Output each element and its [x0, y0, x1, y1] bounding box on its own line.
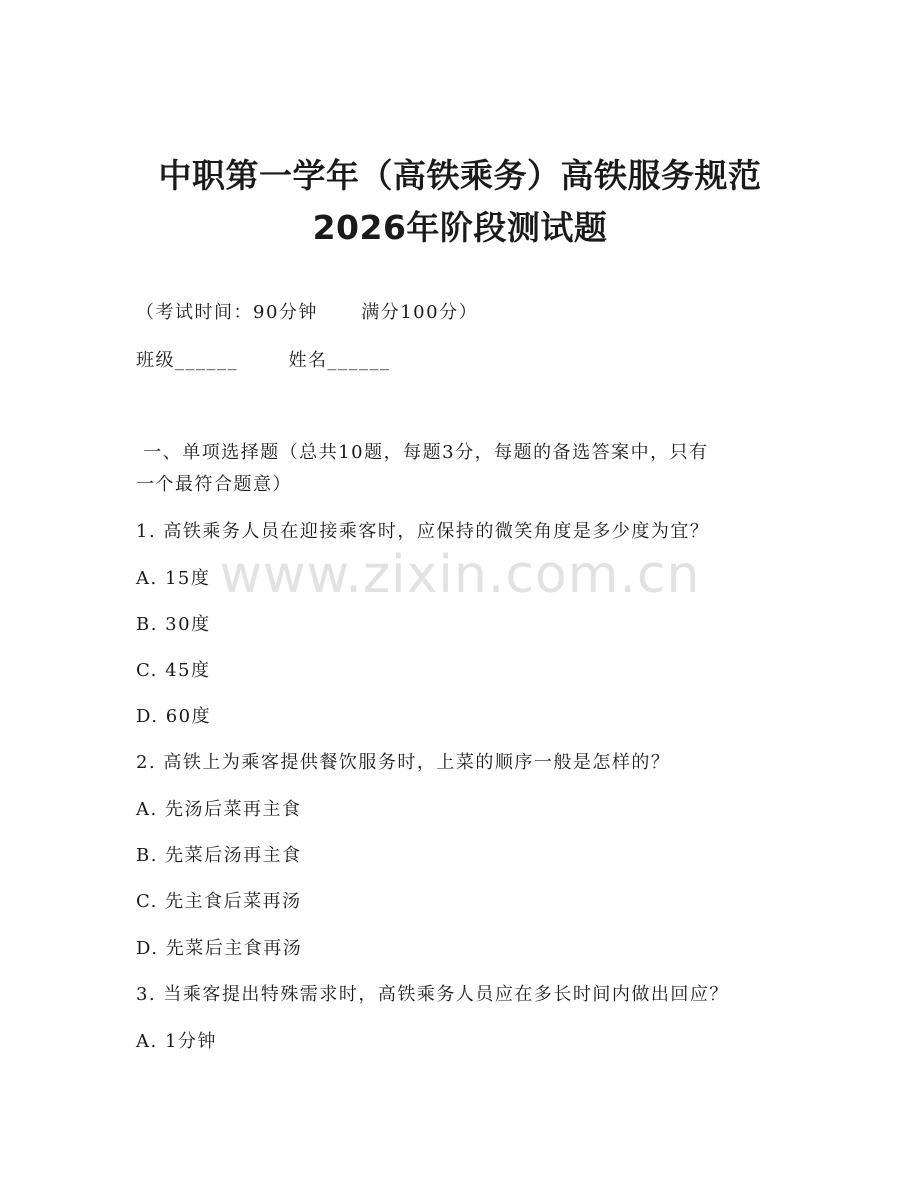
question-stem: 2. 高铁上为乘客提供餐饮服务时，上菜的顺序一般是怎样的？: [136, 752, 671, 773]
question-stem: 1. 高铁乘务人员在迎接乘客时，应保持的微笑角度是多少度为宜？: [136, 521, 710, 542]
question-option: A. 15度: [136, 568, 211, 589]
question-option: C. 45度: [136, 660, 211, 681]
question-option: A. 先汤后菜再主食: [136, 799, 302, 820]
section-heading-line-2: 一个最符合题意）: [136, 474, 292, 495]
question-option: D. 60度: [136, 706, 212, 727]
exam-info: （考试时间：90分钟 满分100分）: [136, 302, 479, 323]
section-heading-line-1: 一、单项选择题（总共10题，每题3分，每题的备选答案中，只有: [136, 442, 709, 463]
question-option: B. 30度: [136, 614, 211, 635]
question-option: B. 先菜后汤再主食: [136, 845, 302, 866]
question-option: A. 1分钟: [136, 1031, 217, 1052]
document-title-line-2: 2026年阶段测试题: [312, 208, 608, 247]
question-stem: 3. 当乘客提出特殊需求时，高铁乘务人员应在多长时间内做出回应？: [136, 984, 729, 1005]
question-option: C. 先主食后菜再汤: [136, 891, 302, 912]
watermark: www.zixin.com.cn: [219, 545, 701, 605]
question-option: D. 先菜后主食再汤: [136, 938, 303, 959]
class-name-line: 班级______ 姓名______: [136, 350, 391, 371]
document-title-line-1: 中职第一学年（高铁乘务）高铁服务规范: [158, 156, 762, 195]
